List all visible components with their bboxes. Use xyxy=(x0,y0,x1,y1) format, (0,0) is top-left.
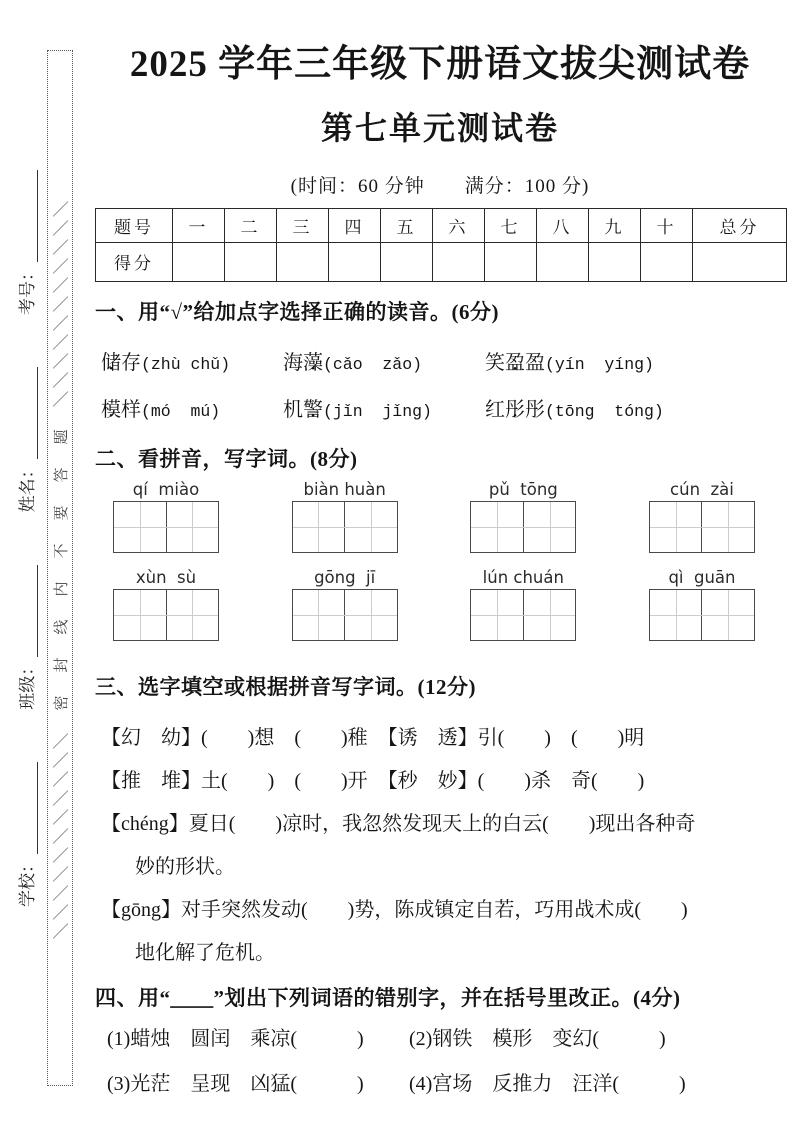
score-empty-cell xyxy=(641,242,693,281)
dotted-char: 彤 • xyxy=(505,395,525,425)
dotted-char: 储 • xyxy=(101,348,121,378)
writing-cell xyxy=(701,590,754,640)
student-info-fields xyxy=(4,0,46,1122)
exam-meta: (时间：60 分钟 满分：100 分) xyxy=(290,175,590,197)
score-header-cell: 五 xyxy=(381,208,433,242)
section-two-heading: 二、看拼音，写字词。(8分) xyxy=(95,446,358,471)
writing-cell xyxy=(701,502,754,552)
pinyin-options: (tōng tóng) xyxy=(545,401,664,421)
writing-cell xyxy=(471,590,523,640)
score-empty-cell xyxy=(433,242,485,281)
field-class xyxy=(13,565,38,710)
writing-cell xyxy=(523,590,576,640)
pinyin-options: (cǎo zǎo) xyxy=(323,354,423,374)
writing-grid xyxy=(292,501,398,553)
writing-cell xyxy=(114,502,166,552)
pinyin-write-group xyxy=(649,567,755,641)
score-empty-cell xyxy=(329,242,381,281)
score-table-score-row xyxy=(96,242,787,281)
pinyin-write-group xyxy=(470,479,576,553)
field-class-label: 班级： xyxy=(17,658,37,710)
reading-word: 笑盈 •盈(yín yíng) xyxy=(485,348,785,380)
fill-blank-line: 【幻 幼】( )想 ( )稚 【诱 透】引( ) ( )明 xyxy=(101,726,645,749)
fill-blank-line-continuation: 妙的形状。 xyxy=(135,855,235,878)
writing-cell xyxy=(523,502,576,552)
score-header-cell: 题号 xyxy=(96,208,173,242)
writing-cell xyxy=(114,590,166,640)
correction-item: (4)宫场 反推力 汪洋( ) xyxy=(409,1072,686,1095)
pinyin-write-group xyxy=(292,567,398,641)
writing-cell xyxy=(650,502,702,552)
section-one-heading: 一、用“√”给加点字选择正确的读音。(6分) xyxy=(95,299,500,324)
section-three-heading: 三、选字填空或根据拼音写字词。(12分) xyxy=(95,674,476,699)
score-header-cell: 九 xyxy=(589,208,641,242)
writing-grid xyxy=(292,589,398,641)
reading-word: 机警 •(jǐn jǐng) xyxy=(283,395,485,427)
score-header-cell: 七 xyxy=(485,208,537,242)
score-empty-cell xyxy=(485,242,537,281)
writing-grid xyxy=(113,589,219,641)
field-school xyxy=(13,762,38,907)
writing-cell xyxy=(471,502,523,552)
dotted-char: 盈 • xyxy=(505,348,525,378)
seal-line-text: ╲╲╲╲╲╲╲╲╲╲╲ 密 封 线 内 不 要 答 题 ╲╲╲╲╲╲╲╲╲╲╲ xyxy=(53,197,70,939)
score-empty-cell xyxy=(173,242,225,281)
score-empty-cell xyxy=(589,242,641,281)
pinyin-options: (mó mú) xyxy=(141,401,221,421)
reading-word: 红彤 •彤(tōng tóng) xyxy=(485,395,785,427)
fill-blank-line: 【gōng】对手突然发动( )势，陈成镇定自若，巧用战术成( ) xyxy=(101,898,688,921)
writing-cell xyxy=(166,590,219,640)
correction-item: (1)蜡烛 圆闰 乘凉( ) xyxy=(107,1027,364,1050)
writing-cell xyxy=(166,502,219,552)
reading-word: 模 •样(mó mú) xyxy=(101,395,283,427)
writing-cell xyxy=(293,502,345,552)
pinyin-writing-row xyxy=(95,567,785,641)
pinyin-label: qì guān xyxy=(668,567,736,587)
pinyin-write-group xyxy=(113,567,219,641)
pinyin-options: (zhù chǔ) xyxy=(141,354,231,374)
score-empty-cell xyxy=(225,242,277,281)
score-header-cell: 六 xyxy=(433,208,485,242)
score-empty-cell xyxy=(277,242,329,281)
exam-paper xyxy=(95,44,785,1099)
fill-blank-line-continuation: 地化解了危机。 xyxy=(135,941,275,964)
writing-cell xyxy=(293,590,345,640)
score-header-cell: 八 xyxy=(537,208,589,242)
fill-blank-line: 【chéng】夏日( )凉时，我忽然发现天上的白云( )现出各种奇 xyxy=(101,812,696,835)
writing-grid xyxy=(649,589,755,641)
field-name xyxy=(13,367,38,512)
field-school-label: 学校： xyxy=(17,856,37,907)
pinyin-writing-row xyxy=(95,479,785,553)
pinyin-options: (jǐn jǐng) xyxy=(323,401,432,421)
score-header-cell: 总分 xyxy=(693,208,787,242)
writing-cell xyxy=(344,590,397,640)
score-row-label: 得分 xyxy=(96,242,173,281)
score-header-cell: 十 xyxy=(641,208,693,242)
pinyin-label: pǔ tōng xyxy=(488,479,558,499)
score-header-cell: 一 xyxy=(173,208,225,242)
writing-grid xyxy=(649,501,755,553)
pinyin-options: (yín yíng) xyxy=(545,354,654,374)
field-school-blank-line xyxy=(18,762,38,854)
field-exam-number-label: 考号： xyxy=(17,264,37,316)
section-four-heading: 四、用“＿＿”划出下列词语的错别字，并在括号里改正。(4分) xyxy=(95,985,681,1010)
field-name-label: 姓名： xyxy=(17,461,37,513)
pinyin-label: biàn huàn xyxy=(303,479,386,499)
pinyin-write-group xyxy=(649,479,755,553)
dotted-char: 藻 • xyxy=(303,348,323,378)
dotted-char: 警 • xyxy=(303,395,323,425)
pinyin-label: lún chuán xyxy=(482,567,564,587)
dotted-char: 模 • xyxy=(101,395,121,425)
pinyin-write-group xyxy=(292,479,398,553)
score-table xyxy=(95,208,787,282)
field-exam-number xyxy=(13,170,38,315)
score-header-cell: 二 xyxy=(225,208,277,242)
correction-item: (2)钢铁 模形 变幻( ) xyxy=(409,1027,666,1050)
score-header-cell: 四 xyxy=(329,208,381,242)
pinyin-label: cún zài xyxy=(670,479,734,499)
pinyin-write-group xyxy=(113,479,219,553)
field-exam-number-blank-line xyxy=(18,170,38,262)
field-class-blank-line xyxy=(18,565,38,657)
score-empty-cell xyxy=(537,242,589,281)
writing-grid xyxy=(113,501,219,553)
score-empty-cell xyxy=(381,242,433,281)
field-name-blank-line xyxy=(18,367,38,459)
pinyin-write-group xyxy=(470,567,576,641)
fill-blank-line: 【推 堆】土( ) ( )开 【秒 妙】( )杀 奇( ) xyxy=(101,769,645,792)
score-empty-cell xyxy=(693,242,787,281)
reading-word: 海藻 •(cǎo zǎo) xyxy=(283,348,485,380)
reading-word: 储 •存(zhù chǔ) xyxy=(101,348,283,380)
correction-item: (3)光茫 呈现 凶猛( ) xyxy=(107,1072,364,1095)
page-title: 2025 学年三年级下册语文拔尖测试卷 xyxy=(129,44,751,85)
correction-items xyxy=(95,1024,785,1099)
writing-grid xyxy=(470,589,576,641)
pinyin-label: qí miào xyxy=(132,479,200,499)
score-header-cell: 三 xyxy=(277,208,329,242)
writing-grid xyxy=(470,501,576,553)
pinyin-label: gōng jī xyxy=(314,567,376,587)
pinyin-label: xùn sù xyxy=(135,567,197,587)
page-subtitle: 第七单元测试卷 xyxy=(320,109,559,146)
reading-words xyxy=(95,348,785,427)
writing-cell xyxy=(344,502,397,552)
score-table-header-row xyxy=(96,208,787,242)
writing-cell xyxy=(650,590,702,640)
